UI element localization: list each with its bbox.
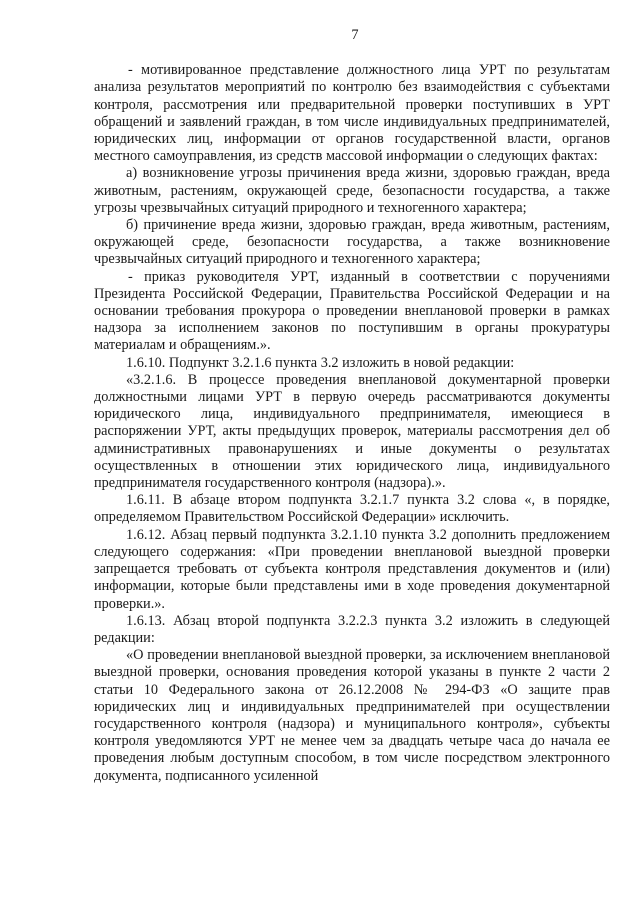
paragraph-3-2-1-6: «3.2.1.6. В процессе проведения внеплановой документарной проверки должностными лицами УРТ в первую очередь рассматриваются документы юридического лица, индивидуального предпринимателя, имеющиеся в распоряжении УРТ, акты предыдущих проверок, материалы рассмотрения дел об административных правонарушениях и иные документы о результатах осуществленных в отношении этих юридического лица, индивидуального предпринимателя государственного контроля (надзора).». [94, 371, 610, 492]
paragraph-1-6-12: 1.6.12. Абзац первый подпункта 3.2.1.10 пункта 3.2 дополнить предложением следующего содержания: «При проведении внеплановой выездной проверки запрещается требовать от субъекта контроля представления документов и (или) информации, которые были представлены ими в ходе проведения документарной проверки.». [94, 526, 610, 612]
paragraph-1-6-10: 1.6.10. Подпункт 3.2.1.6 пункта 3.2 изложить в новой редакции: [126, 354, 515, 371]
page-number: 7 [351, 27, 359, 43]
paragraph-1-6-13: 1.6.13. Абзац второй подпункта 3.2.2.3 пункта 3.2 изложить в следующей редакции: [94, 612, 610, 646]
paragraph-new-wording: «О проведении внеплановой выездной проверки, за исключением внеплановой выездной проверки, основания проведения которой указаны в пункте 2 части 2 статьи 10 Федерального закона от 26.12.2008 № 294-ФЗ «О защите прав юридических лиц и индивидуальных предпринимателей при осуществлении государственного контроля (надзора) и муниципального контроля», субъекты контроля уведомляются УРТ не менее чем за двадцать четыре часа до начала ее проведения любым доступным способом, в том числе посредством электронного документа, подписанного усиленной [94, 647, 610, 784]
paragraph-item-b: б) причинение вреда жизни, здоровью граждан, вреда животным, растениям, окружающей среде, безопасности государства, а также возникновение чрезвычайных ситуаций природного и техногенного характера; [94, 217, 610, 268]
paragraph-motivated-representation: - мотивированное представление должностного лица УРТ по результатам анализа результатов мероприятий по контролю без взаимодействия с субъектами контроля, рассмотрения или предварительной проверки поступивших в УРТ обращений и заявлений граждан, в том числе индивидуальных предпринимателей, юридических лиц, информации от органов государственной власти, органов местного самоуправления, из средств массовой информации о следующих фактах: [94, 62, 610, 165]
document-page [94, 27, 610, 785]
paragraph-order: - приказ руководителя УРТ, изданный в соответствии с поручениями Президента Российской Федерации, Правительства Российской Федерации и на основании требования прокурора о проведении внеплановой проверки в рамках надзора за исполнением законов по поступившим в органы прокуратуры материалам и обращениям.». [94, 268, 610, 354]
paragraph-1-6-11: 1.6.11. В абзаце втором подпункта 3.2.1.7 пункта 3.2 слова «, в порядке, определяемом Правительством Российской Федерации» исключить. [94, 492, 610, 526]
paragraph-item-a: а) возникновение угрозы причинения вреда жизни, здоровью граждан, вреда животным, растениям, окружающей среде, безопасности государства, а также угрозы чрезвычайных ситуаций природного и техногенного характера; [94, 165, 610, 216]
